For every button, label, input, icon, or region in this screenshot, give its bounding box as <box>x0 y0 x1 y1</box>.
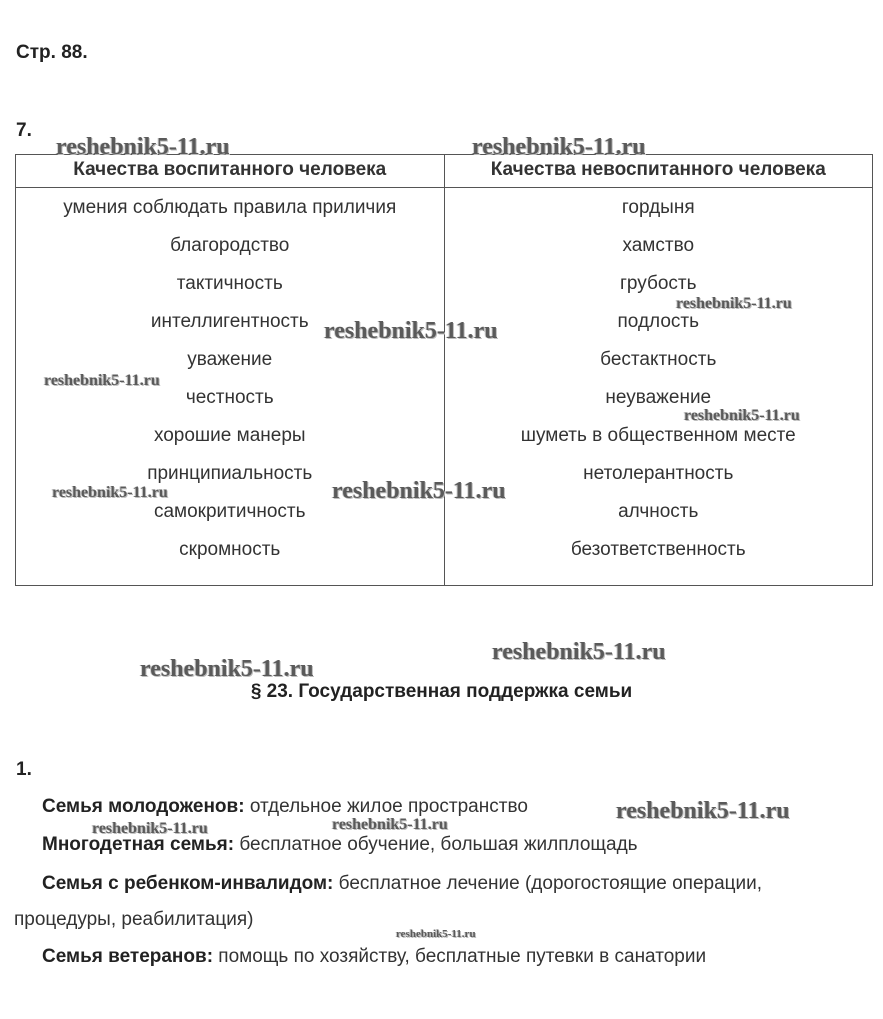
list-item: уважение <box>187 349 273 370</box>
watermark: reshebnik5-11.ru <box>684 407 800 424</box>
watermark: reshebnik5-11.ru <box>676 295 792 312</box>
family-support-text: помощь по хозяйству, бесплатные путевки в санатории <box>213 946 707 967</box>
section-title: § 23. Государственная поддержка семьи <box>250 681 633 702</box>
watermark: reshebnik5-11.ru <box>332 478 506 504</box>
watermark: reshebnik5-11.ru <box>324 318 498 344</box>
list-item: алчность <box>618 501 699 522</box>
list-item: умения соблюдать правила приличия <box>63 197 397 218</box>
list-item: бестактность <box>600 349 717 370</box>
watermark: reshebnik5-11.ru <box>492 639 666 665</box>
impolite-qualities-cell <box>444 188 873 586</box>
list-item: неуважение <box>605 387 712 408</box>
list-item: честность <box>185 387 274 408</box>
watermark: reshebnik5-11.ru <box>332 816 448 833</box>
list-item: самокритичность <box>153 501 306 522</box>
list-item: подлость <box>617 311 699 332</box>
task-1-number: 1. <box>16 759 32 780</box>
family-support-continuation: процедуры, реабилитация) <box>14 909 254 930</box>
family-support-text: бесплатное обучение, большая жилплощадь <box>234 834 638 855</box>
watermark: reshebnik5-11.ru <box>52 484 168 501</box>
family-support-item <box>42 834 638 856</box>
task-7-number: 7. <box>16 120 32 141</box>
family-support-item <box>42 796 528 818</box>
family-type-label: Семья ветеранов: <box>42 946 214 967</box>
list-item: благородство <box>170 235 290 256</box>
family-type-label: Семья молодоженов: <box>42 796 245 817</box>
watermark: reshebnik5-11.ru <box>472 134 646 160</box>
watermark: reshebnik5-11.ru <box>616 798 790 824</box>
list-item: безответственность <box>570 539 746 560</box>
list-item: тактичность <box>176 273 283 294</box>
list-item: принципиальность <box>147 463 313 484</box>
family-support-item <box>42 873 762 895</box>
list-item: интеллигентность <box>150 311 309 332</box>
column-header-impolite: Качества невоспитанного человека <box>444 155 873 188</box>
family-support-text: отдельное жилое пространство <box>244 796 528 817</box>
list-item: грубость <box>619 273 697 294</box>
watermark: reshebnik5-11.ru <box>396 928 476 940</box>
watermark: reshebnik5-11.ru <box>140 656 314 682</box>
list-item: гордыня <box>621 197 695 218</box>
watermark: reshebnik5-11.ru <box>92 820 208 837</box>
column-header-polite: Качества воспитанного человека <box>16 155 445 188</box>
family-support-item <box>42 946 706 968</box>
list-item: хорошие манеры <box>153 425 306 446</box>
page-reference: Стр. 88. <box>16 42 88 63</box>
list-item: шуметь в общественном месте <box>520 425 796 446</box>
family-type-label: Семья с ребенком-инвалидом: <box>42 873 334 894</box>
list-item: скромность <box>179 539 281 560</box>
qualities-table <box>15 154 873 586</box>
list-item: нетолерантность <box>583 463 734 484</box>
watermark: reshebnik5-11.ru <box>56 134 230 160</box>
list-item: хамство <box>622 235 695 256</box>
family-support-text: бесплатное лечение (дорогостоящие операции, <box>333 873 763 894</box>
watermark: reshebnik5-11.ru <box>44 372 160 389</box>
polite-qualities-cell <box>16 188 445 586</box>
family-type-label: Многодетная семья: <box>42 834 235 855</box>
